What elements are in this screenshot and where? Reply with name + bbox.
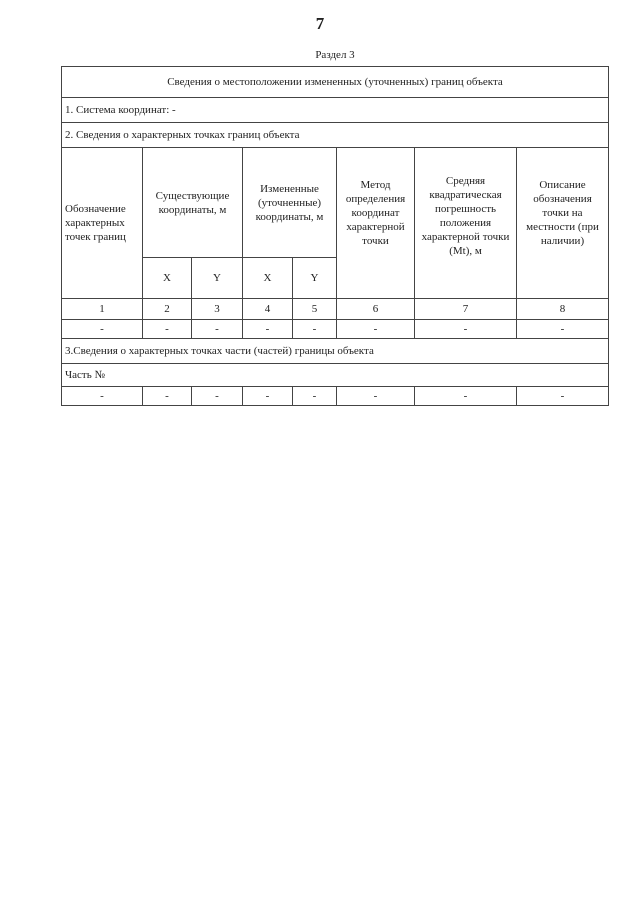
table-cell: -: [415, 387, 517, 406]
table-row: [62, 320, 609, 339]
table-cell: -: [143, 387, 192, 406]
part-heading: 3.Сведения о характерных точках части (частей) границы объекта: [62, 339, 609, 364]
header-designation: Обозначение характерных точек границ: [62, 148, 143, 299]
header-changed-x: X: [243, 258, 293, 299]
table-cell: -: [62, 387, 143, 406]
table-cell: -: [243, 387, 293, 406]
section-label: Раздел 3: [315, 49, 355, 61]
header-row: [62, 148, 609, 258]
table-title-row: [62, 67, 609, 98]
points-heading: 2. Сведения о характерных точках границ объекта: [62, 123, 609, 148]
table-cell: -: [293, 320, 337, 339]
part-number-row: [62, 364, 609, 387]
column-numbers-row: [62, 299, 609, 320]
table-cell: -: [243, 320, 293, 339]
header-error: Средняя квадратическая погрешность положения характерной точки (Mt), м: [415, 148, 517, 299]
coordinate-system-row: [62, 98, 609, 123]
coordinate-system: 1. Система координат: -: [62, 98, 609, 123]
column-number: 2: [143, 299, 192, 320]
column-number: 3: [192, 299, 243, 320]
header-changed-y: Y: [293, 258, 337, 299]
header-description: Описание обозначения точки на местности (при наличии): [517, 148, 609, 299]
table-cell: -: [143, 320, 192, 339]
table-cell: -: [192, 387, 243, 406]
points-heading-row: [62, 123, 609, 148]
table-cell: -: [517, 387, 609, 406]
table-cell: -: [337, 320, 415, 339]
part-heading-row: [62, 339, 609, 364]
header-method: Метод определения координат характерной точки: [337, 148, 415, 299]
table-title: Сведения о местоположении измененных (уточненных) границ объекта: [62, 67, 609, 98]
header-changed-coords: Измененные (уточненные) координаты, м: [243, 148, 337, 258]
column-number: 7: [415, 299, 517, 320]
column-number: 6: [337, 299, 415, 320]
header-existing-coords: Существующие координаты, м: [143, 148, 243, 258]
column-number: 1: [62, 299, 143, 320]
table-cell: -: [293, 387, 337, 406]
column-number: 8: [517, 299, 609, 320]
header-existing-y: Y: [192, 258, 243, 299]
table-cell: -: [192, 320, 243, 339]
table-cell: -: [517, 320, 609, 339]
boundary-points-table: [61, 66, 609, 406]
table-cell: -: [62, 320, 143, 339]
table-row: [62, 387, 609, 406]
table-cell: -: [415, 320, 517, 339]
column-number: 5: [293, 299, 337, 320]
table-cell: -: [337, 387, 415, 406]
header-existing-x: X: [143, 258, 192, 299]
part-number: Часть №: [62, 364, 609, 387]
page-number: 7: [315, 14, 325, 33]
column-number: 4: [243, 299, 293, 320]
